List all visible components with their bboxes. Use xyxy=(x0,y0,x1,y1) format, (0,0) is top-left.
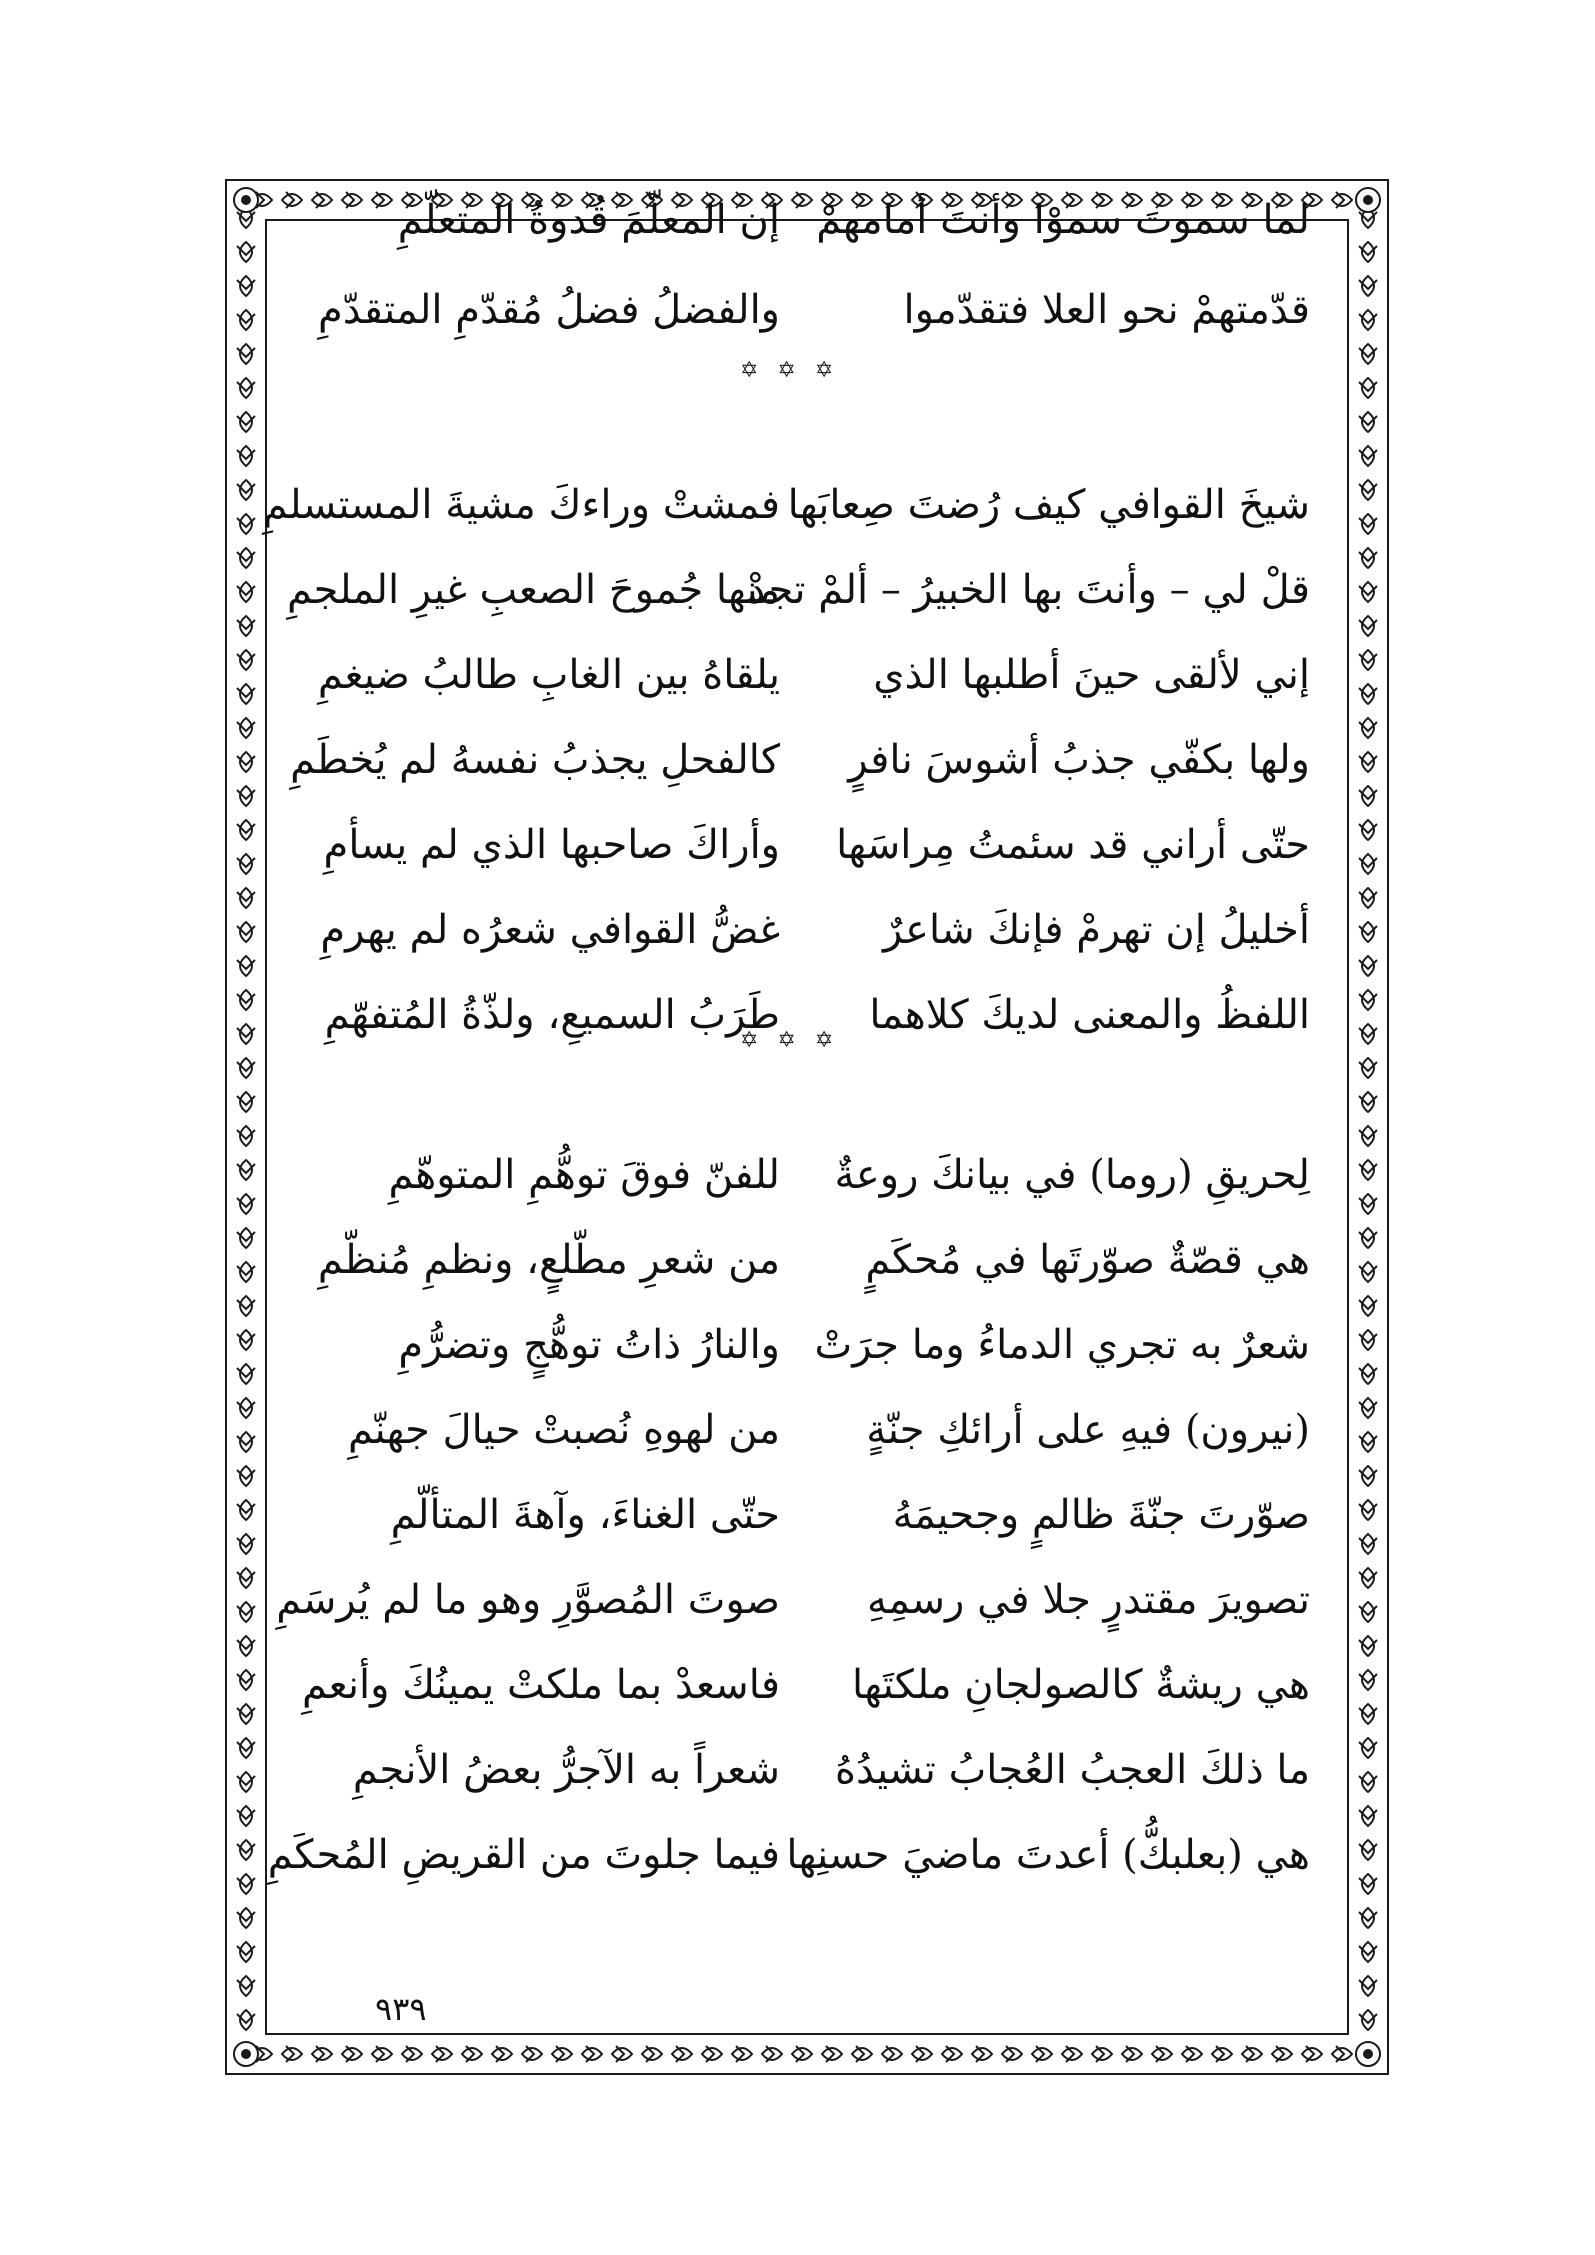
verse-second-hemistich: والفضلُ فضلُ مُقدّمِ المتقدّمِ xyxy=(318,287,780,333)
verse-first-hemistich: هي ريشةٌ كالصولجانِ ملكتَها xyxy=(852,1662,1310,1708)
verse-line xyxy=(310,1310,1310,1380)
verse-first-hemistich: ولها بكفّي جذبُ أشوسَ نافرٍ xyxy=(848,737,1310,783)
verse-line xyxy=(310,185,1310,255)
verse-line xyxy=(310,895,1310,965)
verse-second-hemistich: فاسعدْ بما ملكتْ يمينُكَ وأنعمِ xyxy=(301,1662,780,1708)
verse-line xyxy=(310,640,1310,710)
verse-second-hemistich: غضُّ القوافي شعرُه لم يهرمِ xyxy=(320,907,780,953)
verse-first-hemistich: شيخَ القوافي كيف رُضتَ صِعابَها xyxy=(787,482,1310,528)
verse-line xyxy=(267,1820,1310,1890)
verse-second-hemistich: إن المعلّمَ قُدوةُ المتعلّمِ xyxy=(397,197,780,243)
stanza-separator-stars: ✡ ✡ ✡ xyxy=(740,358,840,383)
verse-second-hemistich: من شعرِ مطّلعٍ، ونظمِ مُنظّمِ xyxy=(317,1237,780,1283)
verse-first-hemistich: قلْ لي – وأنتَ بها الخبيرُ – ألمْ تجدْ xyxy=(747,567,1310,613)
verse-first-hemistich: قدّمتهمْ نحو العلا فتقدّموا xyxy=(903,287,1310,333)
verse-first-hemistich: ما ذلكَ العجبُ العُجابُ تشيدُهُ xyxy=(835,1747,1310,1793)
page-number: ٩٣٩ xyxy=(375,1990,427,2028)
verse-line xyxy=(310,810,1310,880)
verse-first-hemistich: هي (بعلبكُّ) أعدتَ ماضيَ حسنِها xyxy=(786,1832,1310,1878)
verse-second-hemistich: كالفحلِ يجذبُ نفسهُ لم يُخطَمِ xyxy=(290,737,780,783)
verse-line xyxy=(276,1565,1310,1635)
verse-line xyxy=(301,1650,1310,1720)
verse-second-hemistich: يلقاهُ بين الغابِ طالبُ ضيغمِ xyxy=(317,652,780,698)
verse-second-hemistich: صوتَ المُصوَّرِ وهو ما لم يُرسَمِ xyxy=(276,1577,780,1623)
verse-first-hemistich: صوّرتَ جنّةَ ظالمٍ وجحيمَهُ xyxy=(892,1492,1310,1538)
verse-second-hemistich: فمشتْ وراءكَ مشيةَ المستسلمِ xyxy=(262,482,780,528)
verse-first-hemistich: حتّى أراني قد سئمتُ مِراسَها xyxy=(836,822,1310,868)
verse-first-hemistich: شعرٌ به تجري الدماءُ وما جرَتْ xyxy=(814,1322,1310,1368)
verse-first-hemistich: لِحريقِ (روما) في بيانكَ روعةٌ xyxy=(834,1152,1310,1198)
verse-first-hemistich: اللفظُ والمعنى لديكَ كلاهما xyxy=(869,992,1310,1038)
verse-first-hemistich: أخليلُ إن تهرمْ فإنكَ شاعرٌ xyxy=(883,907,1310,953)
verse-first-hemistich: لما سموتَ سموْا وأنتَ أمامهمْ xyxy=(816,197,1310,243)
verse-second-hemistich: والنارُ ذاتُ توهُّجٍ وتضرُّمِ xyxy=(398,1322,780,1368)
verse-line xyxy=(310,1735,1310,1805)
stanza-separator-stars: ✡ ✡ ✡ xyxy=(740,1028,840,1053)
verse-second-hemistich: من لهوهِ نُصبتْ حيالَ جهنّمِ xyxy=(347,1407,780,1453)
verse-line xyxy=(290,725,1310,795)
verse-second-hemistich: طَرَبُ السميعِ، ولذّةُ المُتفهّمِ xyxy=(324,992,780,1038)
verse-first-hemistich: تصويرَ مقتدرٍ جلا في رسمِهِ xyxy=(866,1577,1310,1623)
verse-line xyxy=(310,1225,1310,1295)
verse-line xyxy=(286,555,1310,625)
verse-first-hemistich: إني لألقى حينَ أطلبها الذي xyxy=(873,652,1310,698)
verse-line xyxy=(310,1140,1310,1210)
verse-line xyxy=(310,275,1310,345)
verse-second-hemistich: شعراً به الآجرُّ بعضُ الأنجمِ xyxy=(352,1747,780,1793)
verse-first-hemistich: (نيرون) فيهِ على أرائكِ جنّةٍ xyxy=(866,1407,1310,1453)
verse-first-hemistich: هي قصّةٌ صوّرتَها في مُحكَمٍ xyxy=(865,1237,1310,1283)
verse-line xyxy=(310,1480,1310,1550)
verse-line xyxy=(262,470,1310,540)
verse-second-hemistich: وأراكَ صاحبها الذي لم يسأمِ xyxy=(323,822,780,868)
verse-second-hemistich: منها جُموحَ الصعبِ غيرِ الملجمِ xyxy=(286,567,780,613)
verse-second-hemistich: حتّى الغناءَ، وآهةَ المتألّمِ xyxy=(390,1492,780,1538)
verse-second-hemistich: للفنّ فوقَ توهُّمِ المتوهّمِ xyxy=(388,1152,780,1198)
verse-second-hemistich: فيما جلوتَ من القريضِ المُحكَمِ xyxy=(267,1832,780,1878)
verse-line xyxy=(310,1395,1310,1465)
